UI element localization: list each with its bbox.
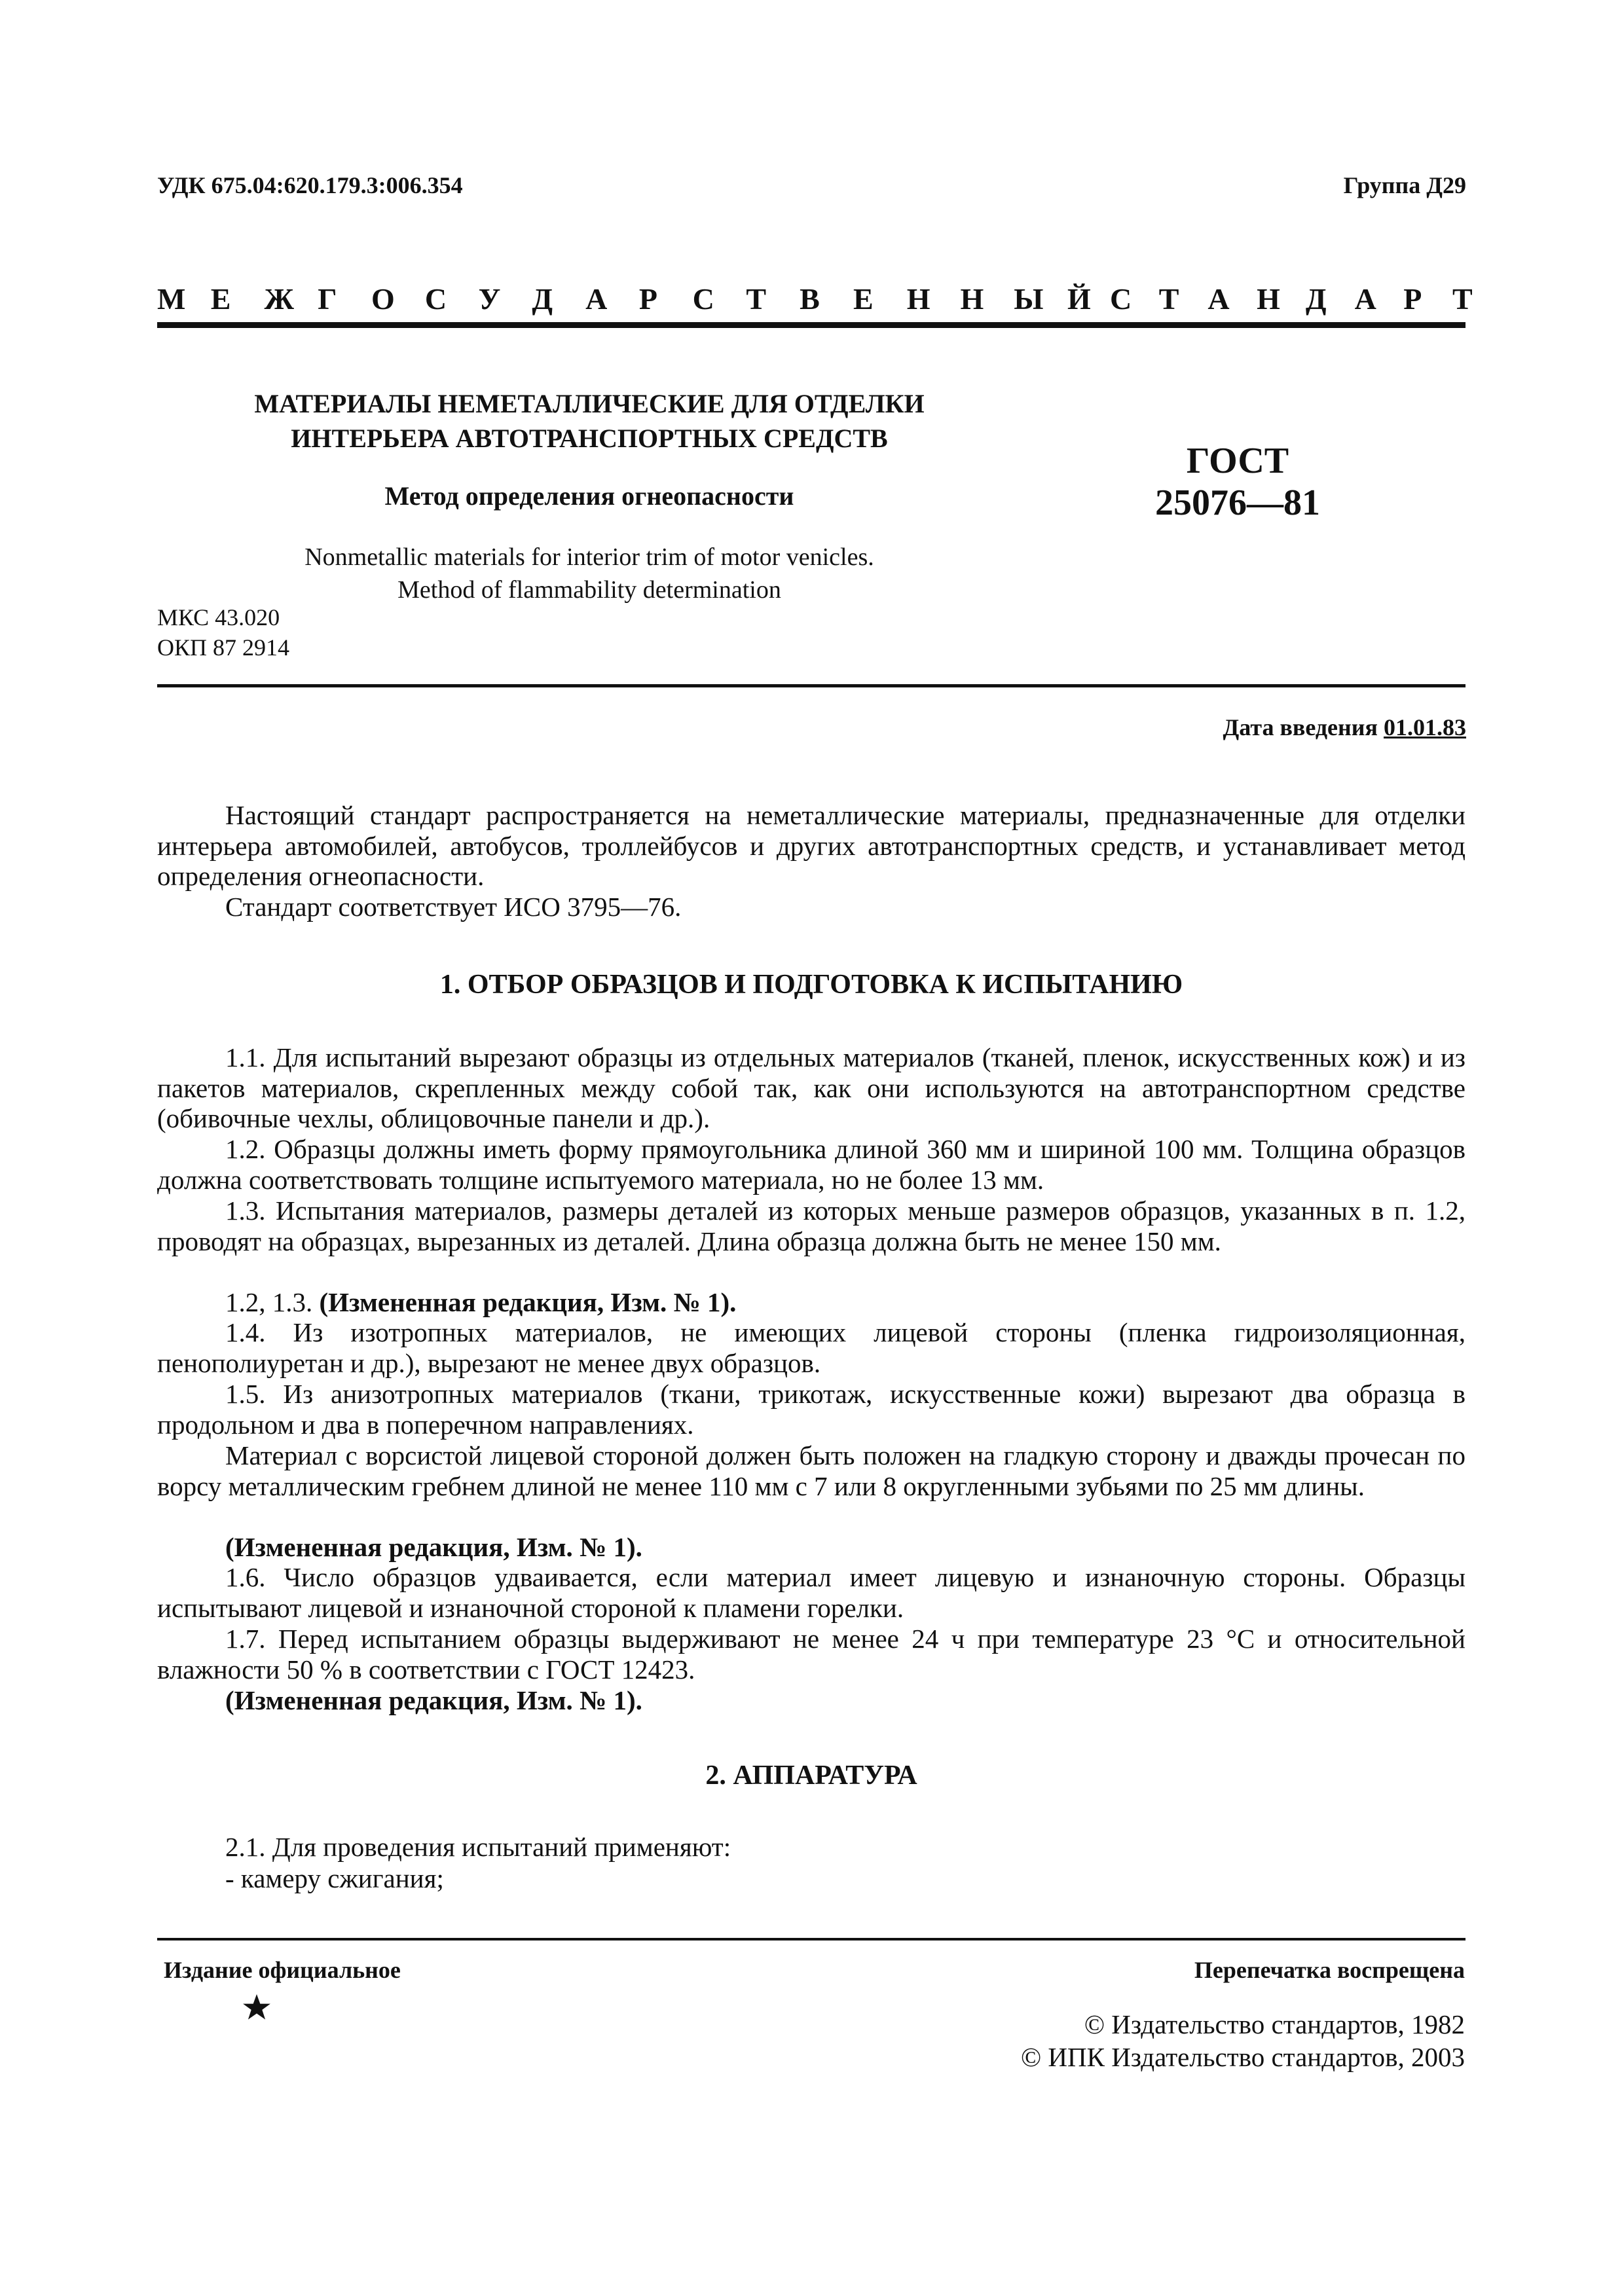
star-icon	[242, 1993, 271, 2022]
banner-letter: Н	[960, 282, 984, 316]
clause-1-3: 1.3. Испытания материалов, размеры деталей из которых меньше размеров образцов, указанных в п. 1.2, проводят на образцах, вырезанных из деталей. Длина образца должна быть не менее 150 мм.	[157, 1195, 1465, 1256]
english-title-line-2: Method of flammability determination	[397, 576, 781, 604]
banner-letter: А	[1354, 282, 1376, 316]
reprint-prohibited: Перепечатка воспрещена	[1194, 1957, 1465, 1983]
banner-letter: Н	[1257, 282, 1280, 316]
banner-letter: Н	[906, 282, 931, 316]
gost-number	[1074, 440, 1401, 524]
group-code: Группа Д29	[1343, 172, 1466, 198]
introduction-date-value: 01.01.83	[1384, 714, 1466, 740]
okp-code: ОКП 87 2914	[157, 634, 290, 661]
banner-letter: О	[371, 282, 395, 316]
classification-codes	[157, 602, 289, 663]
banner-letter: Т	[1158, 282, 1179, 316]
udk-code: УДК 675.04:620.179.3:006.354	[157, 172, 463, 198]
mks-code: МКС 43.020	[157, 604, 280, 630]
english-title-line-1: Nonmetallic materials for interior trim of motor venicles.	[304, 543, 874, 571]
clause-1-2: 1.2. Образцы должны иметь форму прямоугольника длиной 360 мм и шириной 100 мм. Толщина образцов должна соответствовать толщине испытуемого материала, но не более 13 мм.	[157, 1134, 1465, 1195]
amendment-note-1-5: (Измененная редакция, Изм. № 1).	[225, 1532, 642, 1562]
method-subtitle: Метод определения огнеопасности	[384, 481, 794, 511]
title-line-1: МАТЕРИАЛЫ НЕМЕТАЛЛИЧЕСКИЕ ДЛЯ ОТДЕЛКИ	[254, 389, 925, 418]
clause-1-1: 1.1. Для испытаний вырезают образцы из отдельных материалов (тканей, пленок, искусственных кож) и из пакетов материалов, скрепленных между собой так, как они используются на автотранспортном средстве (обивочные чехлы, облицовочные панели и др.).	[157, 1042, 1465, 1133]
banner-letter: Е	[210, 282, 231, 316]
banner-letter: Г	[318, 282, 337, 316]
amendment-note-1-2-1-3	[157, 1287, 1465, 1318]
banner-letter: Ы	[1014, 282, 1044, 316]
introduction-date-label: Дата введения	[1223, 714, 1378, 740]
banner-letter: А	[585, 282, 608, 316]
banner-letter: М	[157, 282, 186, 316]
banner-letter: Д	[532, 282, 553, 316]
gost-code: 25076—81	[1155, 483, 1320, 523]
banner-letter: Д	[1305, 282, 1327, 316]
list-item-combustion-chamber: - камеру сжигания;	[225, 1863, 444, 1893]
gost-label: ГОСТ	[1186, 441, 1289, 481]
banner-letter: Р	[638, 282, 657, 316]
clause-1-7: 1.7. Перед испытанием образцы выдерживают не менее 24 ч при температуре 23 °С и относительной влажности 50 % в соответствии с ГОСТ 12423.	[157, 1624, 1465, 1685]
clause-2-1: 2.1. Для проведения испытаний применяют:	[225, 1832, 731, 1862]
banner-letter: Ж	[264, 282, 294, 316]
section-2-heading: 2. АППАРАТУРА	[705, 1760, 917, 1791]
banner-letter: А	[1207, 282, 1230, 316]
banner-letter: У	[478, 282, 501, 316]
document-title	[170, 386, 1008, 456]
amendment-note-1-7: (Измененная редакция, Изм. № 1).	[225, 1685, 642, 1715]
english-title	[196, 541, 982, 606]
banner-letter: Т	[746, 282, 767, 316]
banner-letter: Т	[1452, 282, 1473, 316]
banner-letter: С	[692, 282, 714, 316]
copyright-1982: © Издательство стандартов, 1982	[1084, 2009, 1465, 2039]
banner-letter: Р	[1403, 282, 1422, 316]
section-1-heading: 1. ОТБОР ОБРАЗЦОВ И ПОДГОТОВКА К ИСПЫТАНИЮ	[439, 970, 1183, 1000]
banner-letter: В	[800, 282, 820, 316]
clause-1-5: 1.5. Из анизотропных материалов (ткани, трикотаж, искусственные кожи) вырезают два образца в продольном и два в поперечном направлениях.	[157, 1379, 1465, 1440]
interstate-standard-banner	[157, 282, 1473, 321]
intro-paragraph: Настоящий стандарт распространяется на неметаллические материалы, предназначенные для отделки интерьера автомобилей, автобусов, троллейбусов и других автотранспортных средств, и устанавливает метод определения огнеопасности.	[157, 800, 1465, 891]
banner-letter: С	[1110, 282, 1132, 316]
amendment-text: (Измененная редакция, Изм. № 1).	[319, 1287, 737, 1317]
iso-conformance-paragraph: Стандарт соответствует ИСО 3795—76.	[225, 892, 682, 922]
banner-letter: С	[424, 282, 447, 316]
clause-1-4: 1.4. Из изотропных материалов, не имеющих лицевой стороны (пленка гидроизоляционная, пенополиуретан и др.), вырезают не менее двух образцов.	[157, 1317, 1465, 1378]
title-line-2: ИНТЕРЬЕРА АВТОТРАНСПОРТНЫХ СРЕДСТВ	[291, 424, 888, 453]
banner-letter: Й	[1067, 282, 1091, 316]
amendment-refs: 1.2, 1.3.	[225, 1287, 313, 1317]
banner-letter: Е	[853, 282, 874, 316]
title-block-rule	[157, 684, 1465, 687]
footer-rule	[157, 1938, 1465, 1941]
clause-1-6: 1.6. Число образцов удваивается, если материал имеет лицевую и изнаночную стороны. Образцы испытывают лицевой и изнаночной стороной к пламени горелки.	[157, 1562, 1465, 1623]
clause-1-5-pile: Материал с ворсистой лицевой стороной должен быть положен на гладкую сторону и дважды прочесан по ворсу металлическим гребнем длиной не менее 110 мм с 7 или 8 округленными зубьями по 25 мм длины.	[157, 1440, 1465, 1501]
official-edition: Издание официальное	[164, 1957, 401, 1983]
introduction-date	[1223, 714, 1467, 741]
header-rule	[157, 322, 1465, 328]
copyright-2003: © ИПК Издательство стандартов, 2003	[1020, 2042, 1465, 2072]
